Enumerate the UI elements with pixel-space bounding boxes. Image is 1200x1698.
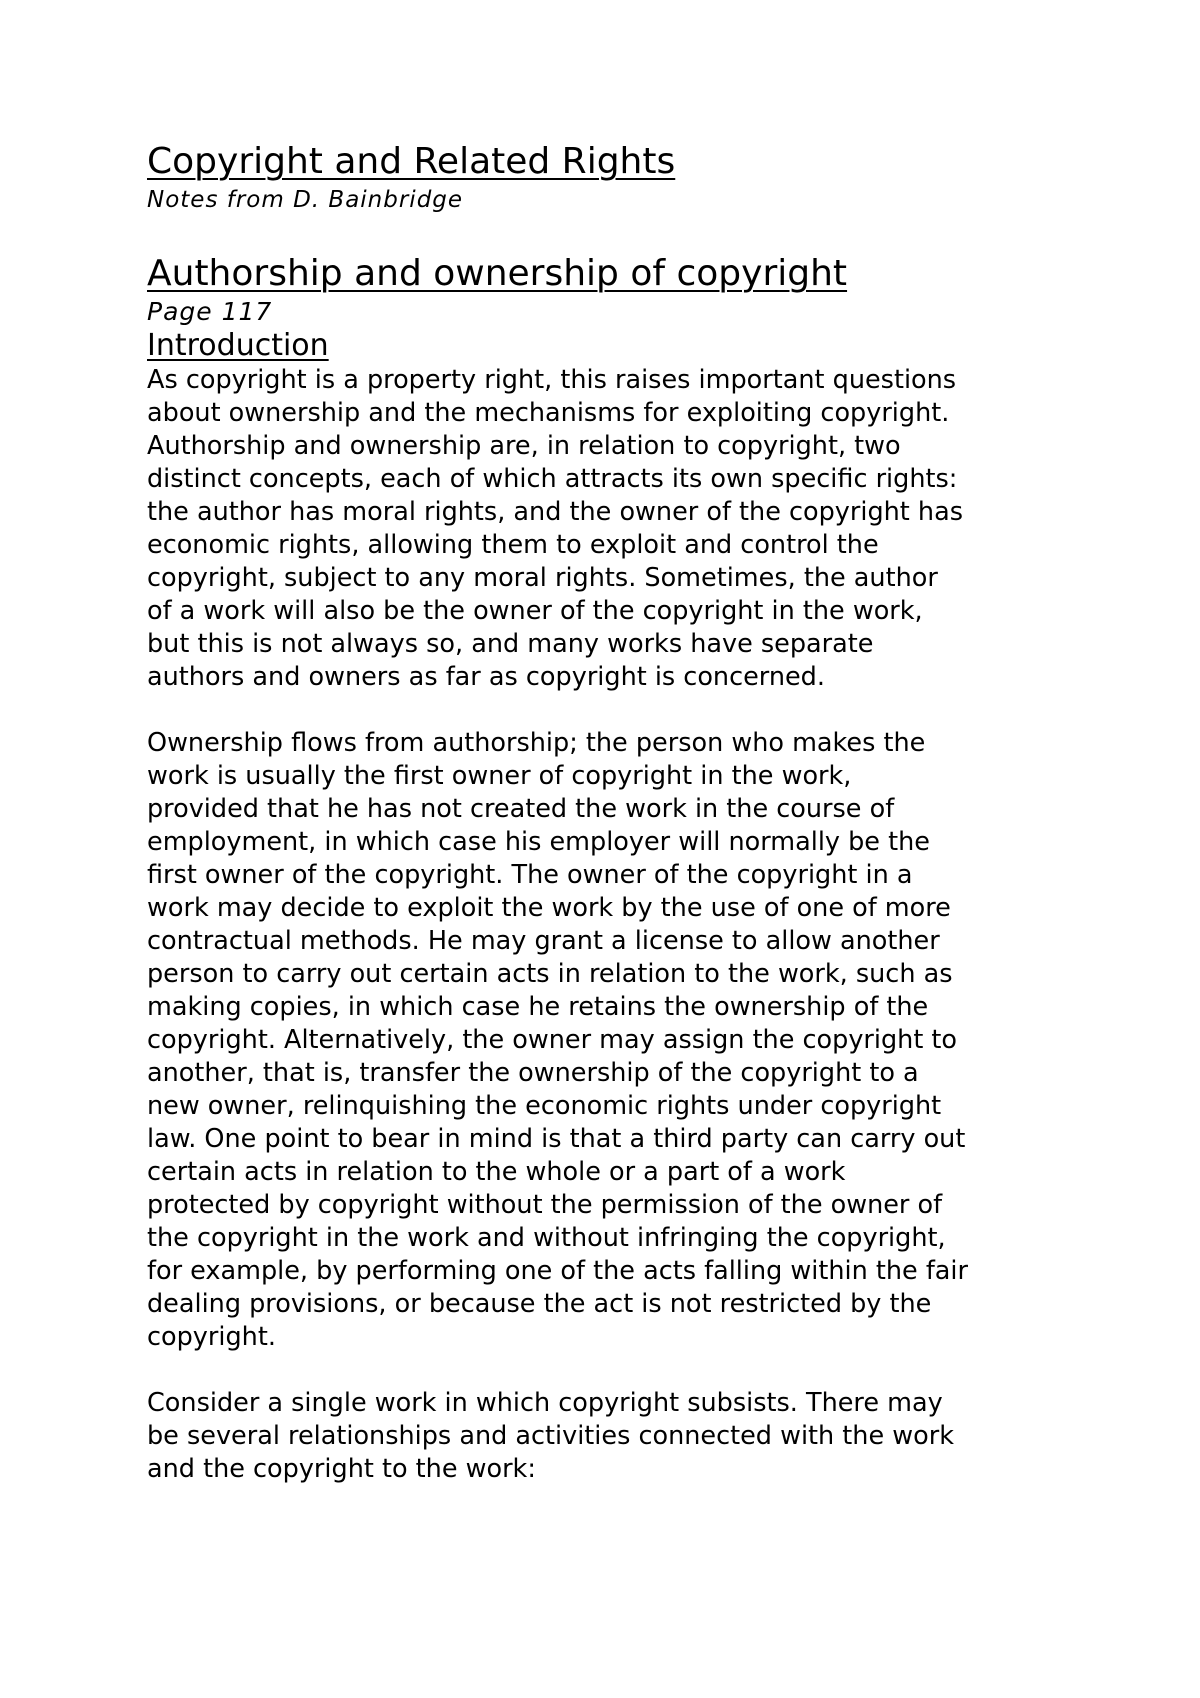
document-content	[147, 140, 1087, 1486]
body-paragraph: As copyright is a property right, this raises important questions about ownership and the mechanisms for exploiting copyright. Authorship and ownership are, in relation to copyright, two distinct concepts, each of which attracts its own specific rights: the author has moral rights, and the owner of the copyright has economic rights, allowing them to exploit and control the copyright, subject to any moral rights. Sometimes, the author of a work will also be the owner of the copyright in the work, but this is not always so, and many works have separate authors and owners as far as copyright is concerned.	[147, 365, 963, 692]
body-paragraph: Ownership flows from authorship; the person who makes the work is usually the first owner of copyright in the work, provided that he has not created the work in the course of employment, in which case his employer will normally be the first owner of the copyright. The owner of the copyright in a work may decide to exploit the work by the use of one of more contractual methods. He may grant a license to allow another person to carry out certain acts in relation to the work, such as making copies, in which case he retains the ownership of the copyright. Alternatively, the owner may assign the copyright to another, that is, transfer the ownership of the copyright to a new owner, relinquishing the economic rights under copyright law. One point to bear in mind is that a third party can carry out certain acts in relation to the whole or a part of a work protected by copyright without the permission of the owner of the copyright in the work and without infringing the copyright, for example, by performing one of the acts falling within the fair dealing provisions, or because the act is not restricted by the copyright.	[147, 728, 968, 1352]
document-subtitle: Notes from D. Bainbridge	[147, 187, 464, 213]
body-paragraph: Consider a single work in which copyright subsists. There may be several relationships and activities connected with the work and the copyright to the work:	[147, 1388, 954, 1484]
section-heading: Authorship and ownership of copyright	[147, 253, 848, 294]
subsection-heading: Introduction	[147, 328, 329, 363]
page-reference: Page 117	[147, 297, 273, 326]
document-title: Copyright and Related Rights	[147, 141, 676, 182]
